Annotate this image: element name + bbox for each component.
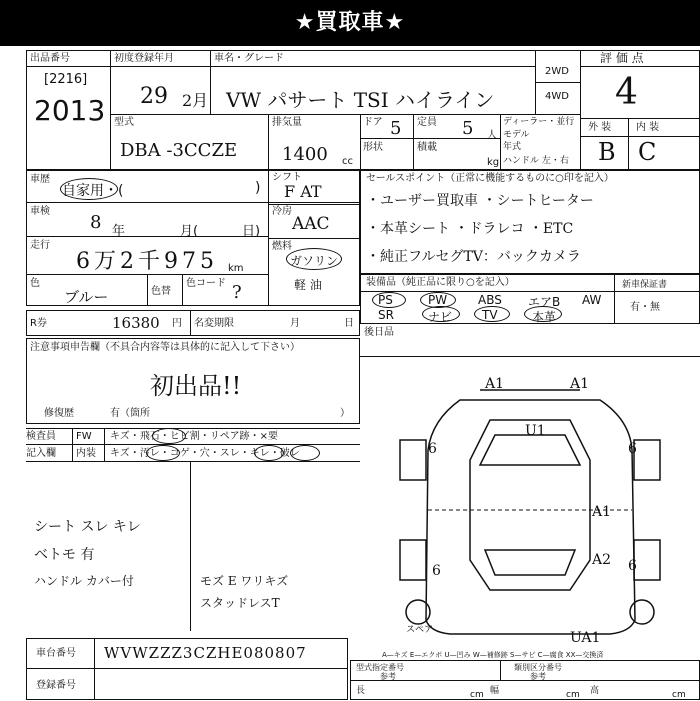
- header-banner: ★買取車★: [0, 0, 700, 46]
- memo-line-5: スタッドレスT: [200, 596, 280, 610]
- mark-a1-right-door: A1: [592, 504, 612, 520]
- class-number-ref: 参考: [530, 672, 546, 681]
- usage-value: 自家用・(: [62, 183, 124, 199]
- chassis-value: WVWZZZ3CZHE080807: [104, 644, 307, 662]
- mark-a1-front-right: A1: [570, 376, 590, 392]
- mileage-unit: km: [228, 263, 244, 274]
- load-unit: kg: [487, 157, 500, 168]
- repair-close: ）: [340, 408, 350, 419]
- recycle-value: 16380: [112, 314, 160, 332]
- spare-label: スペア: [406, 625, 434, 635]
- aircon-label: 冷房: [272, 206, 292, 217]
- model-code-value: DBA -3CCZE: [120, 140, 238, 161]
- equip-abs: ABS: [478, 293, 502, 307]
- usage-circle: [60, 178, 118, 200]
- name-change-label: 名変期限: [194, 318, 234, 329]
- shift-value: F AT: [284, 182, 322, 201]
- equip-leather: 本革: [532, 310, 557, 324]
- inspector-label: 検査員: [26, 431, 56, 442]
- color-code-value: ?: [232, 282, 242, 303]
- model-name-label: 車名・グレード: [214, 53, 284, 64]
- interior-grade: C: [638, 138, 657, 166]
- shaken-label: 車検: [30, 206, 50, 217]
- stain-circle: [146, 445, 180, 461]
- inspector-items2: キズ・汚レ・コゲ・穴・スレ・キレ・破レ: [110, 448, 300, 459]
- color-value: ブルー: [64, 288, 109, 306]
- entry-label: 記入欄: [26, 448, 56, 459]
- equip-ps-circle: [372, 292, 406, 308]
- dim-cm-1: cm: [470, 690, 484, 700]
- warranty-label: 新車保証書: [622, 280, 668, 290]
- doors-label: ドア: [363, 117, 383, 128]
- capacity-label: 定員: [417, 117, 437, 128]
- equip-ps: PS: [378, 293, 393, 307]
- load-label: 積載: [417, 142, 437, 153]
- plate-label: 登録番号: [36, 680, 76, 691]
- legend-text: A—キズ E—エクボ U—凹み W—補修跡 S—サビ C—腐食 XX—交換済: [382, 651, 604, 659]
- repair-value: 有（箇所: [110, 408, 150, 419]
- dim-cm-3: cm: [672, 690, 686, 700]
- rating-score: 4: [615, 72, 638, 113]
- color-label: 色: [30, 278, 40, 289]
- usage-label: 車歴: [30, 174, 50, 185]
- displacement-value: 1400: [282, 144, 328, 165]
- dim-height: 高: [590, 686, 600, 696]
- name-change-month: 月: [290, 318, 300, 329]
- lot-sub-number: [2216]: [44, 72, 88, 87]
- rating-label: 評 価 点: [600, 51, 644, 65]
- mark-a2-right-rear: A2: [592, 552, 612, 568]
- mileage-value: 6万2千975: [76, 249, 218, 274]
- registration-label: 初度登録年月: [114, 53, 174, 64]
- sales-point-2: ・本革シート ・ドラレコ ・ETC: [366, 221, 574, 237]
- mark-a1-front-left: A1: [485, 376, 505, 392]
- car-diagram: [360, 360, 700, 650]
- fuel-value: ガソリン: [290, 254, 339, 268]
- mark-6-fr-wheel: 6: [628, 441, 637, 457]
- type-cert-ref: 参考: [380, 672, 396, 681]
- dim-width: 幅: [490, 686, 500, 696]
- dealer-handle-label: ハンドル 左・右: [503, 156, 569, 166]
- shift-label: シフト: [272, 172, 302, 183]
- aircon-value: AAC: [292, 214, 330, 234]
- dealer-model-label: モデル: [503, 130, 530, 140]
- equip-navi: ナビ: [428, 310, 453, 324]
- mark-6-rl-wheel: 6: [432, 563, 441, 579]
- mark-6-fl-wheel: 6: [428, 441, 437, 457]
- recycle-row: [26, 310, 360, 336]
- mark-ua1-rear: UA1: [570, 630, 601, 646]
- type-cert-label: 型式指定番号: [356, 663, 404, 672]
- notes-value: 初出品!!: [150, 372, 242, 400]
- memo-line-2: ベトモ 有: [34, 547, 95, 563]
- equip-aw: AW: [582, 293, 602, 307]
- interior-label: 内 装: [636, 122, 660, 133]
- dealer-label: ディーラー・並行: [503, 117, 575, 127]
- chassis-label: 車台番号: [36, 648, 76, 659]
- interior-entry: 内装: [76, 448, 96, 459]
- mark-u1-hood: U1: [525, 423, 546, 439]
- name-change-day: 日: [344, 318, 354, 329]
- lot-number: 2013: [34, 94, 106, 127]
- inspector-fw: FW: [76, 431, 92, 442]
- fuel-alt: 軽 油: [294, 278, 322, 292]
- flying-stone-circle: [152, 428, 186, 444]
- repair-label: 修復歴: [44, 408, 74, 419]
- dim-cm-2: cm: [566, 690, 580, 700]
- sales-point-1: ・ユーザー買取車 ・シートヒーター: [366, 193, 594, 209]
- equipment-label: 装備品（純正品に限り○を記入）: [366, 277, 515, 288]
- equip-sr: SR: [378, 308, 394, 322]
- recycle-unit: 円: [172, 318, 182, 329]
- equip-leather-circle: [524, 306, 562, 322]
- memo-line-1: シート スレ キレ: [34, 519, 141, 535]
- dim-length: 長: [356, 686, 366, 696]
- fuel-label: 燃料: [272, 241, 292, 252]
- mileage-label: 走行: [30, 240, 50, 251]
- model-code-label: 型式: [114, 117, 134, 128]
- equip-pw: PW: [428, 293, 448, 307]
- drive-4wd: 4WD: [545, 91, 569, 102]
- displacement-unit: cc: [342, 156, 353, 167]
- memo-line-4: モズ E ワリキズ: [200, 574, 289, 588]
- registration-year: 29: [140, 84, 168, 109]
- capacity-value: 5: [462, 118, 474, 139]
- sales-point-3: ・純正フルセグTV：バックカメラ: [366, 249, 581, 265]
- mark-6-rr-wheel: 6: [628, 558, 637, 574]
- model-name-value: VW パサート TSI ハイライン: [226, 88, 495, 112]
- dealer-year-label: 年式: [503, 142, 522, 152]
- memo-line-3: ハンドル カバー付: [34, 574, 134, 588]
- tear-circle: [290, 445, 320, 461]
- notes-label: 注意事項申告欄（不具合内容等は具体的に記入して下さい）: [30, 342, 300, 353]
- capacity-unit: 人: [487, 130, 497, 141]
- equip-tv: TV: [482, 308, 498, 322]
- fuel-circle: [286, 248, 342, 270]
- class-number-label: 類別区分番号: [514, 663, 562, 672]
- exterior-grade: B: [598, 138, 616, 166]
- equip-navi-circle: [422, 306, 460, 322]
- lot-label: 出品番号: [30, 53, 70, 64]
- equip-airbag: エアB: [528, 295, 561, 309]
- usage-close: ): [255, 180, 261, 196]
- scuff-circle: [254, 445, 284, 461]
- shaken-year-unit: 年: [112, 224, 126, 239]
- shaken-month-unit: 月(: [180, 224, 199, 239]
- shaken-year: 8: [90, 212, 102, 233]
- color-change-label: 色替: [151, 286, 171, 297]
- shaken-day-unit: 日): [242, 224, 261, 239]
- later-items-label: 後日品: [364, 327, 394, 338]
- sales-points-label: セールスポイント（正常に機能するものに○印を記入）: [366, 173, 614, 184]
- inspector-items1: キズ・飛石・ヒビ割・リペア跡・×要: [110, 431, 278, 442]
- displacement-label: 排気量: [272, 117, 302, 128]
- color-code-label: 色コード: [186, 278, 226, 289]
- doors-value: 5: [390, 118, 402, 139]
- warranty-value: 有・無: [630, 302, 660, 313]
- recycle-label: R券: [30, 318, 47, 329]
- drive-2wd: 2WD: [545, 66, 569, 77]
- shape-label: 形状: [363, 142, 383, 153]
- exterior-label: 外 装: [588, 122, 612, 133]
- registration-month: 2月: [182, 91, 209, 110]
- equip-tv-circle: [474, 306, 510, 322]
